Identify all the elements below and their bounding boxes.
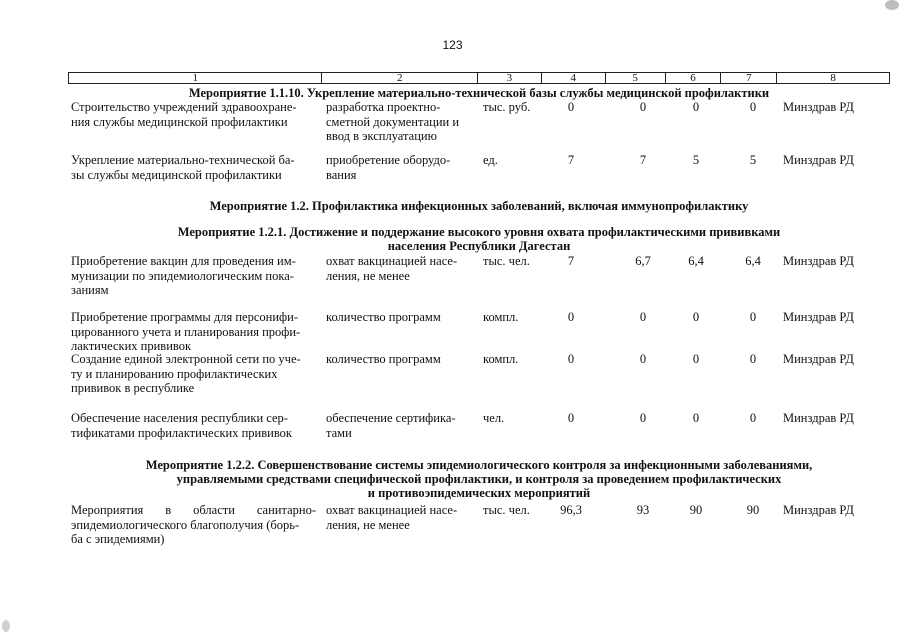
page-number: 123 [442, 38, 463, 52]
row-indicator: разработка проектно- сметной документации и ввод в эксплуатацию [326, 100, 460, 143]
row-value: 0 [639, 411, 647, 425]
row-value: 5 [692, 153, 700, 167]
row-value: 0 [567, 310, 575, 324]
column-number: 4 [542, 73, 606, 83]
row-value: 6,4 [688, 254, 704, 268]
row-value: 0 [692, 411, 700, 425]
row-value: 0 [692, 310, 700, 324]
row-indicator: охват вакцинацией насе- ления, не менее [326, 254, 458, 283]
row-value: 0 [567, 352, 575, 366]
row-name: Строительство учреждений здравоохране- ния службы медицинской профилактики [71, 100, 297, 129]
row-unit: тыс. руб. [483, 100, 531, 114]
column-number: 8 [830, 72, 836, 84]
row-unit: ед. [483, 153, 498, 167]
row-value: 90 [746, 503, 760, 517]
row-value: 7 [639, 153, 647, 167]
row-unit: чел. [483, 411, 505, 425]
section-heading: Мероприятие 1.1.10. Укрепление материально-технической базы службы медицинской профилактики [188, 86, 770, 100]
row-value: 93 [636, 503, 650, 517]
row-indicator: количество программ [326, 310, 441, 324]
row-unit: компл. [483, 352, 519, 366]
row-unit: тыс. чел. [483, 503, 530, 517]
row-value: 0 [749, 411, 757, 425]
column-number: 3 [478, 73, 542, 83]
row-value: 7 [567, 254, 575, 268]
section-heading: Мероприятие 1.2.2. Совершенствование системы эпидемиологического контроля за инфекционными заболеваниями, управляемыми средствами специфической профилактики, и контроля за проведением профилактических и противоэпидемических мероприятий [145, 458, 813, 500]
row-value: 0 [749, 310, 757, 324]
row-name: Создание единой электронной сети по уче- ту и планированию профилактических прививок в республике [71, 352, 301, 395]
row-indicator: количество программ [326, 352, 441, 366]
row-indicator: приобретение оборудо- вания [326, 153, 451, 182]
row-indicator: обеспечение сертифика- тами [326, 411, 456, 440]
column-number: 7 [721, 73, 777, 83]
row-value: 0 [692, 352, 700, 366]
row-value: 90 [689, 503, 703, 517]
row-name: Мероприятия в области санитарно- эпидемиологического благополучия (борь- ба с эпидемиями) [71, 503, 316, 546]
row-responsible: Минздрав РД [783, 100, 854, 114]
row-name: Укрепление материально-технической ба- зы службы медицинской профилактики [71, 153, 295, 182]
row-name: Приобретение программы для персонифи- цированного учета и планирования профи- лактических прививок [71, 310, 301, 353]
row-value: 6,7 [635, 254, 651, 268]
row-value: 0 [639, 100, 647, 114]
column-number: 5 [606, 73, 666, 83]
row-value: 0 [692, 100, 700, 114]
row-value: 0 [749, 352, 757, 366]
section-heading: Мероприятие 1.2. Профилактика инфекционных заболеваний, включая иммунопрофилактику [209, 199, 749, 213]
table-column-number-header [68, 72, 890, 84]
row-indicator: охват вакцинацией насе- ления, не менее [326, 503, 458, 532]
row-responsible: Минздрав РД [783, 310, 854, 324]
row-value: 0 [639, 352, 647, 366]
row-name: Обеспечение населения республики сер- тификатами профилактических прививок [71, 411, 292, 440]
row-value: 6,4 [745, 254, 761, 268]
scan-artifact-mark [2, 620, 10, 632]
column-number: 2 [322, 73, 478, 83]
row-value: 96,3 [560, 503, 582, 517]
column-number: 6 [666, 73, 722, 83]
column-number: 1 [69, 73, 322, 83]
row-responsible: Минздрав РД [783, 254, 854, 268]
section-heading: Мероприятие 1.2.1. Достижение и поддержание высокого уровня охвата профилактическими прививками населения Республики Дагестан [177, 225, 781, 253]
row-value: 7 [567, 153, 575, 167]
row-unit: компл. [483, 310, 519, 324]
row-value: 0 [567, 100, 575, 114]
row-responsible: Минздрав РД [783, 153, 854, 167]
row-value: 0 [639, 310, 647, 324]
row-responsible: Минздрав РД [783, 352, 854, 366]
row-unit: тыс. чел. [483, 254, 530, 268]
row-responsible: Минздрав РД [783, 503, 854, 517]
row-name: Приобретение вакцин для проведения им- мунизации по эпидемиологическим пока- заниям [71, 254, 296, 297]
scan-artifact-mark [885, 0, 899, 10]
row-value: 0 [567, 411, 575, 425]
row-responsible: Минздрав РД [783, 411, 854, 425]
row-value: 5 [749, 153, 757, 167]
row-value: 0 [749, 100, 757, 114]
